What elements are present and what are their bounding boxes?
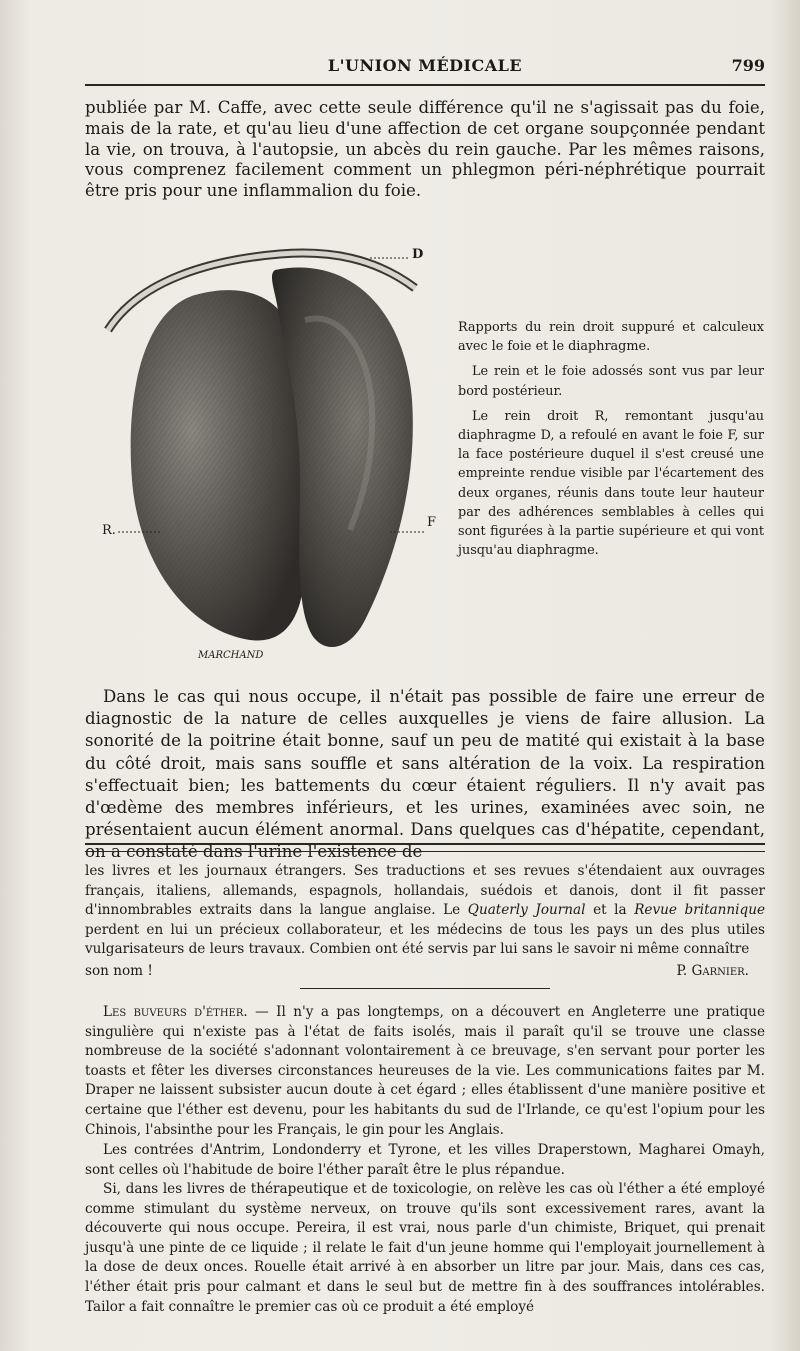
ether-paragraph-3: Si, dans les livres de thérapeutique et de toxicologie, on relève les cas où l'éther a été employé comme stimulant du système nerveux, on trouve qu'ils sont excessivement rares, avant la découverte qui nous occupe. Pereira, il est vrai, nous parle d'un chimiste, Briquet, qui prenait jusqu'à une pinte de ce liquide ; il relate le fait d'un jeune homme qui l'employait journellement à la dose de deux onces. Rouelle était arrivé à en absorber un litre par jour. Mais, dans ces cas, l'éther était pris pour calmant et dans le seul but de mettre fin à des souffrances intolérables. Tailor a fait connaître le premier cas où ce produit a été employé (85, 1181, 765, 1315)
page-number: 799 (731, 56, 765, 75)
feuilleton-text-a: les livres et les journaux étrangers. Ses traductions et ses revues s'étendaient aux ouvrages français, italiens, allemands, espagnols, hollandais, suédois et danois, dont il fit passer d'innombrables extraits dans la langue anglaise. Le (85, 863, 765, 919)
kidney-liver-engraving (100, 240, 450, 660)
header-rule (85, 84, 765, 86)
label-d: D (412, 247, 424, 262)
top-paragraph: publiée par M. Caffe, avec cette seule différence qu'il ne s'agissait pas du foie, mais de la rate, et qu'au lieu d'une affection de cet organe soupçonnée pendant la vie, on trouva, à l'autopsie, un abcès du rein gauche. Par les mêmes raisons, vous comprenez facilement comment un phlegmon péri-néphrétique pourrait être pris pour une inflammalion du foie. (85, 98, 765, 201)
label-r: R. (102, 523, 116, 538)
ether-text-1: — Il n'y a pas longtemps, on a découvert en Angleterre une pratique singulière qui n'existe pas à l'état de faits isolés, mais il paraît qu'il se trouve une classe nombreuse de la société s'adonnant volontairement à ce breuvage, s'en servant pour porter les toasts et fêter les diverses circonstances heureuses de la vie. Les communications faites par M. Draper ne laissent subsister aucun doute à cet égard ; elles établissent d'une manière positive et certaine que l'éther est devenu, pour les habitants du sud de l'Irlande, ce qu'est l'opium pour les Chinois, l'absinthe pour les Français, le gin pour les Anglais. (85, 1004, 765, 1138)
engraver-signature: MARCHAND (198, 650, 264, 660)
main-paragraph: Dans le cas qui nous occupe, il n'était pas possible de faire une erreur de diagnostic de la nature de celles auxquelles je viens de faire allusion. La sonorité de la poitrine était bonne, sauf un peu de matité qui existait à la base du côté droit, mais sans souffle et sans altération de la voix. La respiration s'effectuait bien; les battements du cœur étaient réguliers. Il n'y avait pas d'œdème des membres inférieurs, et les urines, examinées avec soin, ne présentaient aucun élément anormal. Dans quelques cas d'hépatite, cependant, on a constaté dans l'urine l'existence de (85, 687, 765, 862)
label-f: F (427, 515, 437, 530)
anatomical-figure (100, 240, 450, 660)
journal-name-2: Revue britannique (634, 902, 765, 919)
feuilleton-text-c: perdent en lui un précieux collaborateur, et les médecins de tous les pays un des plus utiles vulgarisateurs de leurs travaux. Combien ont été servis par lui sans le savoir ni même connaître (85, 921, 765, 958)
page-header (85, 56, 765, 80)
feuilleton-separator (85, 843, 765, 852)
section-rule (300, 988, 550, 989)
ether-heading: Les buveurs d'éther. (103, 1004, 248, 1020)
closing-line: son nom ! (85, 963, 153, 979)
figure-caption (458, 318, 764, 566)
ether-paragraph-1 (85, 1003, 765, 1140)
author-signature: P. Garnier. (676, 963, 749, 979)
caption-title: Rapports du rein droit suppuré et calculeux avec le foie et le diaphragme. (458, 320, 764, 355)
caption-line-3: Le rein droit R, remontant jusqu'au diaphragme D, a refoulé en avant le foie F, sur la face postérieure duquel il s'est creusé une empreinte rendue visible par l'écartement des deux organes, réunis dans toute leur hauteur par des adhérences semblables à celles qui sont figurées à la partie supérieure et qui vont jusqu'au diaphragme. (458, 408, 764, 559)
feuilleton-text-b: et la (585, 902, 635, 919)
caption-line-2: Le rein et le foie adossés sont vus par leur bord postérieur. (458, 364, 764, 399)
journal-name-1: Quaterly Journal (467, 902, 586, 919)
feuilleton-paragraph (85, 862, 765, 960)
running-title: L'UNION MÉDICALE (327, 56, 523, 75)
ether-paragraph-2: Les contrées d'Antrim, Londonderry et Tyrone, et les villes Draperstown, Magharei Omayh, sont celles où l'habitude de boire l'éther paraît être le plus répandue. (85, 1142, 765, 1178)
